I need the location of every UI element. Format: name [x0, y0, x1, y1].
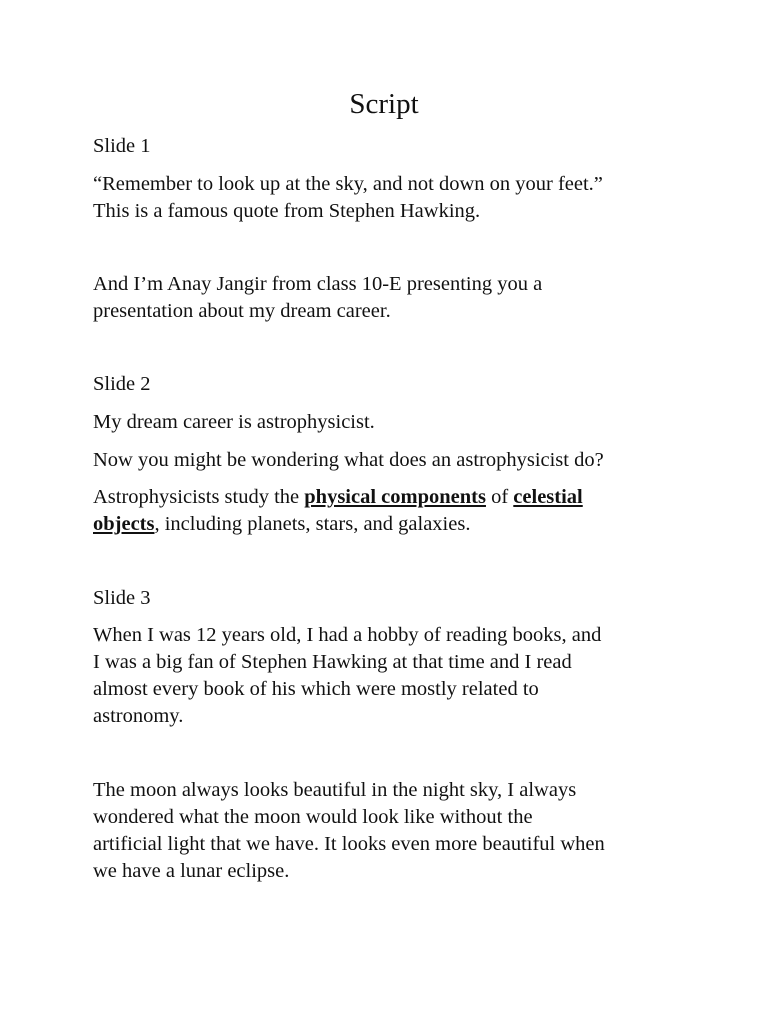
page-title: Script: [349, 88, 419, 120]
definition-prefix: Astrophysicists study the: [93, 486, 305, 508]
quote-line-1: “Remember to look up at the sky, and not down on your feet.”: [93, 173, 603, 195]
term-celestial: celestial: [513, 486, 583, 508]
paragraph-2-line-3: artificial light that we have. It looks even more beautiful when: [93, 833, 605, 855]
slide-1-heading: Slide 1: [93, 135, 151, 157]
career-statement: My dream career is astrophysicist.: [93, 411, 375, 433]
paragraph-2-line-1: The moon always looks beautiful in the night sky, I always: [93, 779, 577, 801]
paragraph-2-line-2: wondered what the moon would look like without the: [93, 806, 533, 828]
intro-line-1: And I’m Anay Jangir from class 10-E presenting you a: [93, 273, 543, 295]
term-physical-components: physical components: [304, 486, 486, 508]
paragraph-1-line-3: almost every book of his which were mostly related to: [93, 678, 539, 700]
paragraph-2-line-4: we have a lunar eclipse.: [93, 860, 290, 882]
definition-line-1: [93, 484, 733, 511]
slide-2-heading: Slide 2: [93, 373, 151, 395]
quote-line-2: This is a famous quote from Stephen Hawking.: [93, 200, 481, 222]
paragraph-1-line-1: When I was 12 years old, I had a hobby of reading books, and: [93, 624, 602, 646]
definition-line-2: [93, 511, 733, 538]
definition-mid: of: [485, 486, 514, 508]
paragraph-1-line-2: I was a big fan of Stephen Hawking at that time and I read: [93, 651, 572, 673]
slide-3-heading: Slide 3: [93, 587, 151, 609]
career-question: Now you might be wondering what does an astrophysicist do?: [93, 449, 604, 471]
term-objects: objects: [93, 513, 155, 535]
definition-suffix: , including planets, stars, and galaxies.: [154, 513, 471, 535]
intro-line-2: presentation about my dream career.: [93, 300, 391, 322]
paragraph-1-line-4: astronomy.: [93, 705, 184, 727]
